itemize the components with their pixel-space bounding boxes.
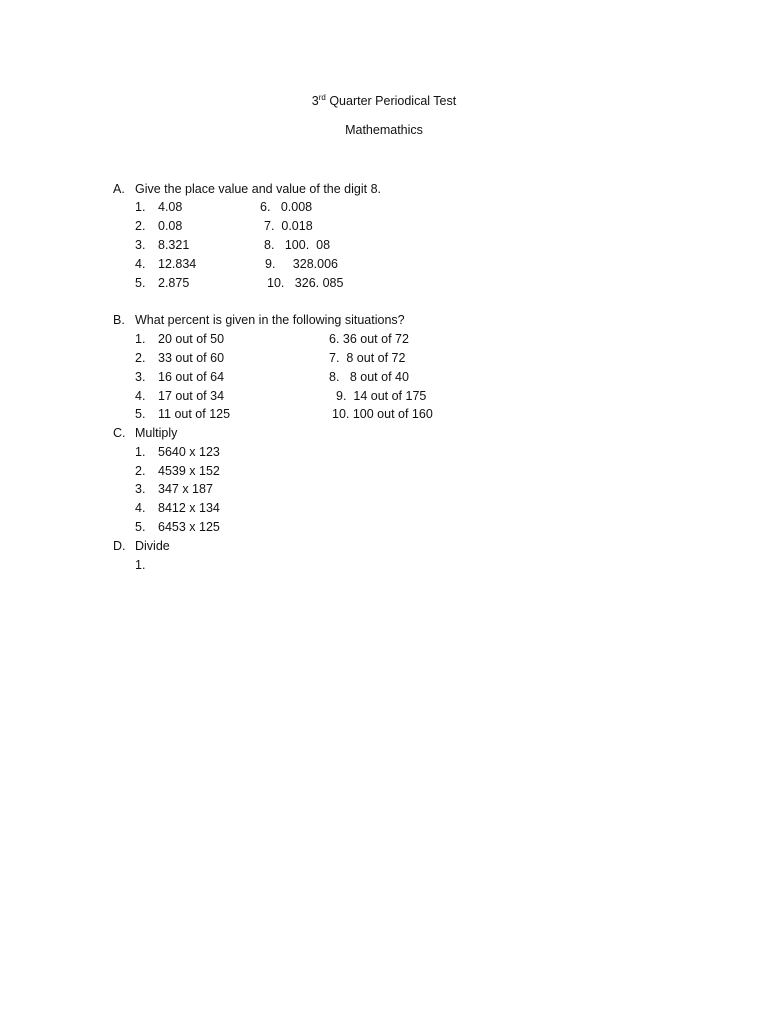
section-b-item-number: 5. — [135, 407, 146, 421]
section-d-heading: Divide — [135, 539, 170, 553]
section-c-item-number: 5. — [135, 520, 146, 534]
section-b-right-item: 8. 8 out of 40 — [329, 370, 409, 384]
section-a-right-item: 6. 0.008 — [260, 200, 313, 214]
section-c-item: 5640 x 123 — [158, 445, 220, 459]
section-b-item-number: 1. — [135, 332, 146, 346]
section-c-item-number: 3. — [135, 482, 146, 496]
section-c-heading: Multiply — [135, 426, 178, 440]
section-a-item: 0.08 — [158, 219, 183, 233]
section-b-item: 17 out of 34 — [158, 389, 225, 403]
section-b-letter: B. — [113, 313, 125, 327]
section-a-right-item: 9. 328.006 — [265, 257, 338, 271]
subject-title: Mathemathics — [345, 123, 423, 137]
section-c-letter: C. — [113, 426, 126, 440]
section-b-item: 11 out of 125 — [158, 407, 231, 421]
section-d-letter: D. — [113, 539, 126, 553]
section-a-item: 2.875 — [158, 276, 190, 290]
section-a-right-item: 10. 326. 085 — [267, 276, 344, 290]
section-c-item: 4539 x 152 — [158, 464, 220, 478]
section-c-item-number: 1. — [135, 445, 146, 459]
section-b-right-item: 6. 36 out of 72 — [329, 332, 409, 346]
section-b-item-number: 2. — [135, 351, 146, 365]
section-a-item: 4.08 — [158, 200, 183, 214]
section-a-right-item: 8. 100. 08 — [264, 238, 331, 252]
section-b-right-item: 9. 14 out of 175 — [336, 389, 427, 403]
section-c-item: 8412 x 134 — [158, 501, 220, 515]
section-c-item: 6453 x 125 — [158, 520, 220, 534]
section-b-item-number: 4. — [135, 389, 146, 403]
section-a-item-number: 3. — [135, 238, 146, 252]
title-ordinal-number: 3 — [311, 94, 319, 108]
section-a-heading: Give the place value and value of the digit 8. — [135, 182, 381, 196]
title-text: Quarter Periodical Test — [325, 94, 457, 108]
section-d-item-number: 1. — [135, 558, 146, 572]
section-c-item-number: 4. — [135, 501, 146, 515]
section-a-item-number: 1. — [135, 200, 146, 214]
section-c-item-number: 2. — [135, 464, 146, 478]
section-b-heading: What percent is given in the following situations? — [135, 313, 405, 327]
section-b-item: 20 out of 50 — [158, 332, 225, 346]
section-b-item: 16 out of 64 — [158, 370, 225, 384]
section-b-item-number: 3. — [135, 370, 146, 384]
section-a-item: 12.834 — [158, 257, 197, 271]
section-a-item-number: 2. — [135, 219, 146, 233]
section-b-item: 33 out of 60 — [158, 351, 225, 365]
section-b-right-item: 7. 8 out of 72 — [329, 351, 406, 365]
section-a-item: 8.321 — [158, 238, 190, 252]
section-a-right-item: 7. 0.018 — [264, 219, 313, 233]
title-ordinal-suffix: rd — [318, 92, 326, 102]
section-c-item: 347 x 187 — [158, 482, 213, 496]
section-b-right-item: 10. 100 out of 160 — [332, 407, 433, 421]
section-a-letter: A. — [113, 182, 125, 196]
test-title — [0, 94, 768, 108]
section-a-item-number: 5. — [135, 276, 146, 290]
section-a-item-number: 4. — [135, 257, 146, 271]
